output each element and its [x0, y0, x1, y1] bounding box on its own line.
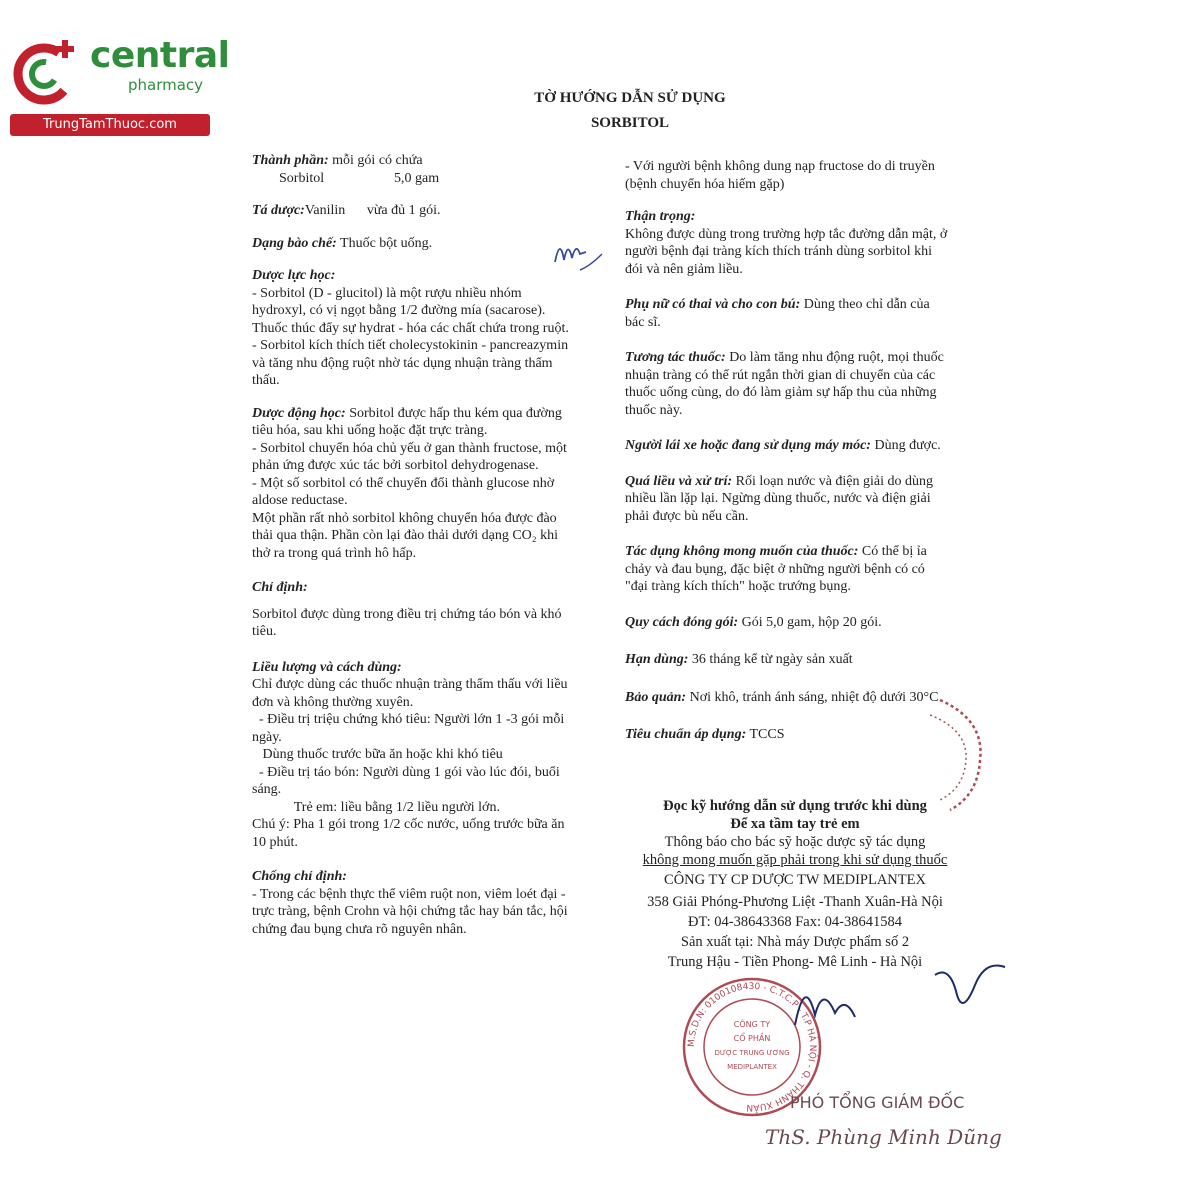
pregnancy: Phụ nữ có thai và cho con bú: Dùng theo chỉ dẫn của	[625, 297, 930, 312]
footer-block	[625, 797, 965, 971]
precautions-line: Không được dùng trong trường hợp tắc đường dẫn mật, ở	[625, 226, 948, 242]
overdose-line: nhiều lần lặp lại. Ngừng dùng thuốc, nước và điện giải	[625, 491, 931, 506]
pharmacokinetics-line: thải qua thận. Phần còn lại đào thải dưới dạng CO₂ khi	[252, 528, 559, 543]
svg-text:DƯỢC TRUNG ƯƠNG: DƯỢC TRUNG ƯƠNG	[714, 1049, 790, 1057]
pharmacodynamics-line: hydroxyl, có vị ngọt bằng 1/2 đường mía (sacarose).	[252, 303, 546, 318]
contraindications-line: trực tràng, bệnh Crohn và hội chứng tắc hay bán tắc, hội	[252, 904, 568, 919]
pharmacokinetics-line: phản ứng được xúc tác bởi sorbitol dehydrogenase.	[252, 458, 539, 473]
excipient: Tá dược:Vanilin vừa đủ 1 gói.	[252, 203, 441, 218]
precautions-line: đói và nên giảm liều.	[625, 261, 743, 277]
interactions-line: nhuận tràng có thể rút ngắn thời gian di chuyển của các	[625, 367, 936, 383]
contraindications-line: chứng đau bụng chưa rõ nguyên nhân.	[252, 921, 467, 937]
overdose: Quá liều và xử trí: Rối loạn nước và điện giải do dùng	[625, 473, 934, 489]
dosage-line: Trẻ em: liều bằng 1/2 liều người lớn.	[252, 799, 500, 815]
company-address: 358 Giải Phóng-Phương Liệt -Thanh Xuân-Hà Nội	[647, 894, 943, 910]
storage: Bảo quản: Nơi khô, tránh ánh sáng, nhiệt độ dưới 30°C	[625, 689, 939, 705]
contraindications-line: - Trong các bệnh thực thể viêm ruột non, viêm loét đại -	[252, 886, 566, 902]
composition-item: Sorbitol 5,0 gam	[279, 170, 440, 186]
dosage-form: Dạng bào chế: Thuốc bột uống.	[252, 235, 433, 251]
svg-text:MEDIPLANTEX: MEDIPLANTEX	[727, 1063, 777, 1071]
dosage-line: Dùng thuốc trước bữa ăn hoặc khi khó tiêu	[252, 747, 503, 762]
dosage-line: ngày.	[252, 729, 282, 745]
side-effects-line: "đại tràng kích thích" hoặc trướng bụng.	[625, 579, 851, 594]
pharmacodynamics-line: thấu.	[252, 373, 280, 388]
dosage-line: Chú ý: Pha 1 gói trong 1/2 cốc nước, uống trước bữa ăn	[252, 817, 565, 832]
factory-line: Trung Hậu - Tiền Phong- Mê Linh - Hà Nội	[667, 954, 923, 970]
interactions-line: thuốc uống cùng, do đó làm giảm sự hấp thu của những	[625, 385, 937, 400]
pharmacodynamics-line: và tăng nhu động ruột nhờ tác dụng nhuận tràng thẩm	[252, 355, 553, 371]
indications-line: tiêu.	[252, 624, 277, 639]
dosage-line: Chỉ được dùng các thuốc nhuận tràng thẩm thấu với liều	[252, 677, 568, 692]
pharmacokinetics-line: - Sorbitol chuyển hóa chủ yếu ở gan thành fructose, một	[252, 440, 567, 456]
partial-stamp	[930, 690, 990, 820]
overdose-line: phải được bù nếu cần.	[625, 508, 749, 524]
composition: Thành phần: mỗi gói có chứa	[252, 153, 423, 168]
driving: Người lái xe hoặc đang sử dụng máy móc: Dùng được.	[625, 438, 941, 453]
indications-heading: Chỉ định:	[252, 580, 308, 595]
pharmacodynamics-line: - Sorbitol kích thích tiết cholecystokinin - pancreazymin	[252, 338, 569, 353]
document-subtitle: SORBITOL	[590, 115, 670, 131]
pharmacokinetics: Dược động học: Sorbitol được hấp thu kém qua đường	[252, 405, 562, 421]
side-effects-line: chảy và đau bụng, đặc biệt ở những người bệnh có có	[625, 561, 925, 577]
signer-role: PHÓ TỔNG GIÁM ĐỐC	[790, 1093, 965, 1112]
pregnancy-line: bác sĩ.	[625, 314, 661, 330]
indications-line: Sorbitol được dùng trong điều trị chứng táo bón và khó	[252, 606, 562, 622]
company-name: CÔNG TY CP DƯỢC TW MEDIPLANTEX	[664, 872, 926, 888]
brand-site-link[interactable]: TrungTamThuoc.com	[10, 114, 210, 136]
pharmacokinetics-line: Một phần rất nhỏ sorbitol không chuyển hóa được đào	[252, 510, 557, 526]
pharmacodynamics-line: Thuốc thúc đẩy sự hydrat - hóa các chất chứa trong ruột.	[252, 320, 569, 336]
packaging: Quy cách đóng gói: Gói 5,0 gam, hộp 20 gói.	[625, 614, 882, 630]
standard: Tiêu chuẩn áp dụng: TCCS	[625, 727, 785, 742]
pharmacokinetics-line: thở ra trong quá trình hô hấp.	[252, 545, 417, 561]
pharmacodynamics-heading: Dược lực học:	[252, 268, 336, 283]
side-effects: Tác dụng không mong muốn của thuốc: Có thể bị ỉa	[625, 544, 927, 559]
signature-icon	[775, 955, 1015, 1045]
report-notice-line: Thông báo cho bác sỹ hoặc dược sỹ tác dụng	[664, 834, 926, 850]
contraindications-heading: Chống chỉ định:	[252, 869, 347, 884]
dosage-line: - Điều trị triệu chứng khó tiêu: Người lớn 1 -3 gói mỗi	[252, 712, 565, 727]
pharmacokinetics-line: aldose reductase.	[252, 493, 348, 508]
pharmacodynamics-line: - Sorbitol (D - glucitol) là một rượu nhiều nhóm	[252, 285, 522, 301]
dosage-line: - Điều trị táo bón: Người dùng 1 gói vào lúc đói, buổi	[252, 764, 560, 780]
svg-text:CÔNG TY: CÔNG TY	[733, 1020, 771, 1029]
keep-away-warning: Để xa tầm tay trẻ em	[730, 816, 860, 832]
dosage-heading: Liều lượng và cách dùng:	[252, 659, 402, 675]
dosage-line: sáng.	[252, 782, 282, 797]
intolerance-line: - Với người bệnh không dung nạp fructose do di truyền	[625, 159, 935, 174]
precautions-line: người bệnh đại tràng kích thích tránh dùng sorbitol khi	[625, 244, 932, 259]
brand-tagline: pharmacy	[128, 76, 204, 94]
dosage-line: đơn và không thường xuyên.	[252, 694, 414, 710]
brand-name: central	[90, 35, 230, 76]
company-phone: ĐT: 04-38643368 Fax: 04-38641584	[688, 914, 902, 930]
shelf-life: Hạn dùng: 36 tháng kể từ ngày sản xuất	[625, 652, 853, 667]
precautions-heading: Thận trọng:	[625, 209, 696, 224]
intolerance-line: (bệnh chuyển hóa hiếm gặp)	[625, 176, 785, 192]
right-column	[625, 158, 990, 744]
document-title: TỜ HƯỚNG DẪN SỬ DỤNG	[534, 90, 726, 106]
svg-text:CỔ PHẦN: CỔ PHẦN	[733, 1034, 771, 1043]
pharmacokinetics-line: tiêu hóa, sau khi uống hoặc đặt trực tràng.	[252, 423, 488, 438]
signer-name: ThS. Phùng Minh Dũng	[765, 1125, 1002, 1149]
report-notice-line: không mong muốn gặp phải trong khi sử dụng thuốc	[642, 852, 948, 868]
interactions-line: thuốc này.	[625, 402, 683, 418]
interactions: Tương tác thuốc: Do làm tăng nhu động ruột, mọi thuốc	[625, 350, 944, 365]
read-instructions-warning: Đọc kỹ hướng dẫn sử dụng trước khi dùng	[663, 798, 927, 814]
dosage-line: 10 phút.	[252, 834, 298, 850]
pharmacokinetics-line: - Một số sorbitol có thể chuyển đổi thành glucose nhờ	[252, 475, 555, 491]
factory-line: Sản xuất tại: Nhà máy Dược phẩm số 2	[680, 934, 910, 950]
initials-scribble-icon	[550, 232, 610, 277]
svg-text:M.S.D.N: 0100108430 - C.T.C.P: M.S.D.N: 0100108430 - C.T.C.P - T.P HÀ NỘI - Q. THANH XUÂN	[686, 981, 818, 1113]
